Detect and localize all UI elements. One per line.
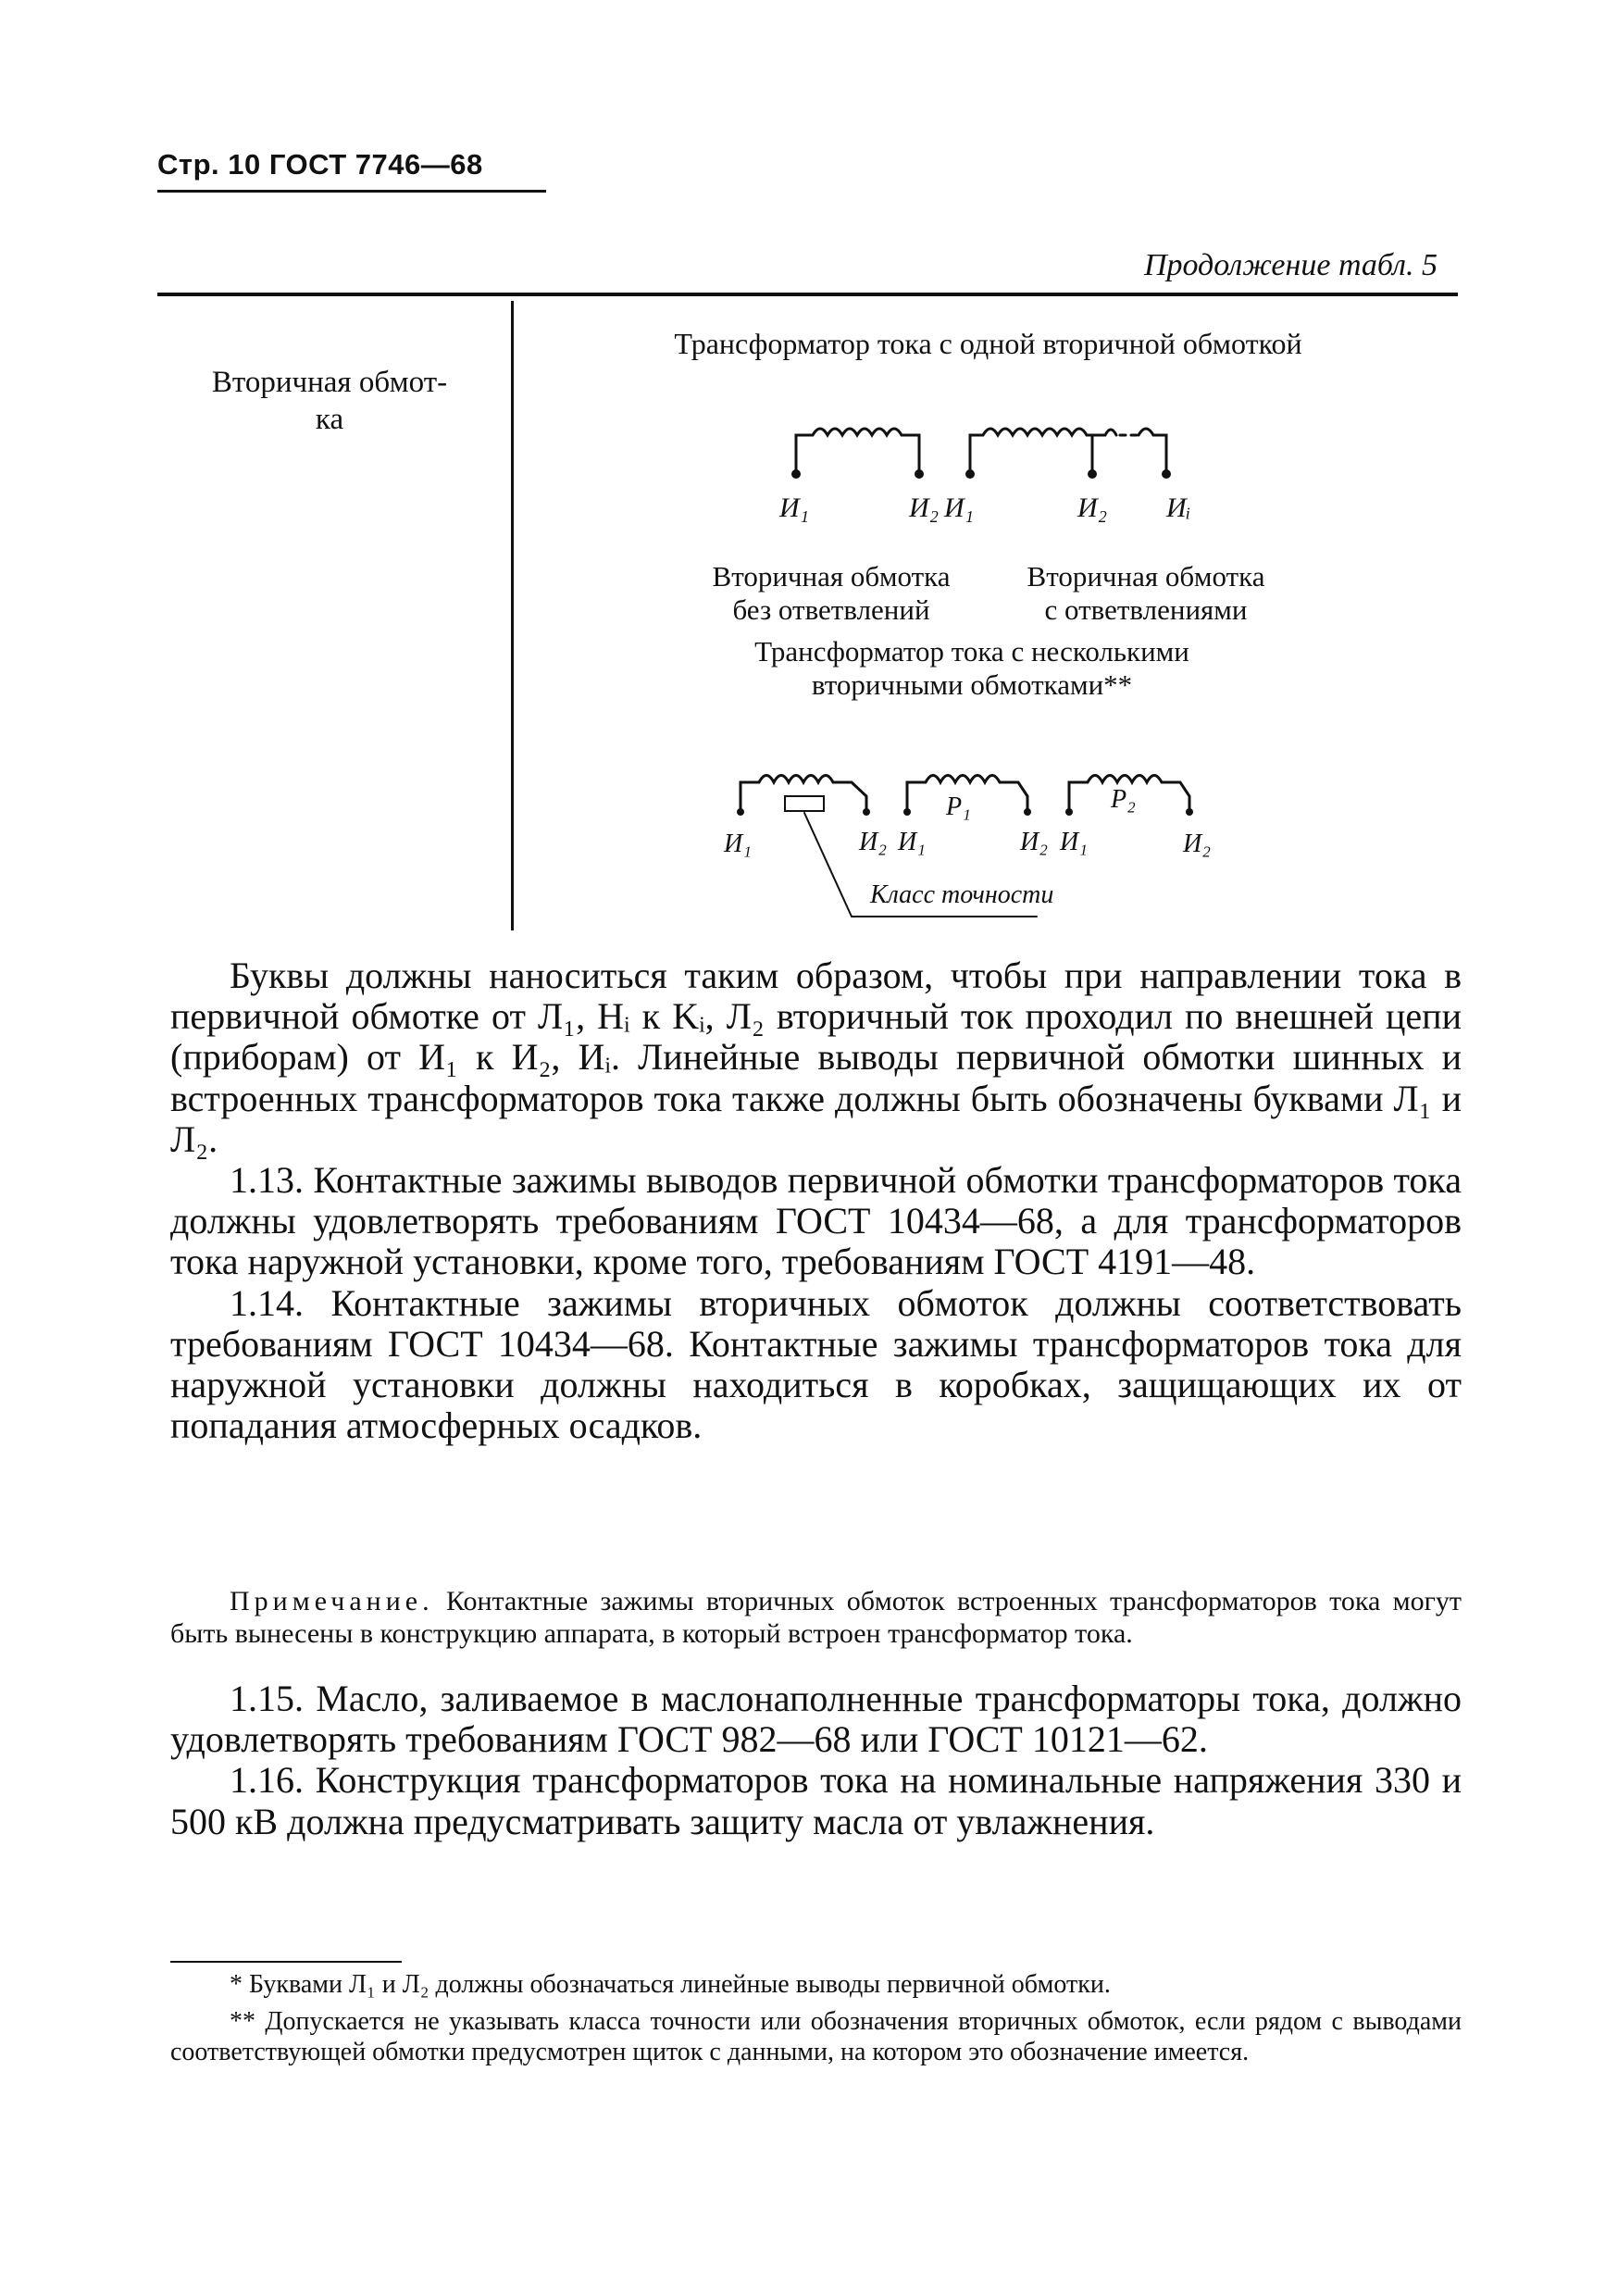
terminal-label: И₁ <box>1060 828 1088 856</box>
paragraph-1-15: 1.15. Масло, заливаемое в маслонаполненные трансформаторы тока, должно удовлетворять требованиям ГОСТ 982—68 или ГОСТ 10121—62. <box>170 1678 1462 1761</box>
coil-label: P₂ <box>1111 785 1136 814</box>
terminal-label: И₂ <box>1077 493 1108 523</box>
paragraph-letters: Буквы должны наноситься таким образом, чтобы при направлении тока в первичной обмотке от Л₁, Hᵢ к Kᵢ, Л₂ вторичный ток проходил по внешней цепи (приборам) от И₁ к И₂, Иᵢ. Линейные выводы первичной обмотки шинных и встроенных трансформаторов тока также должны быть обозначены буквами Л₁ и Л₂. <box>170 955 1462 1160</box>
coil-no-taps <box>796 429 919 472</box>
caption-no-taps: Вторичная обмотка без ответвлений <box>712 560 951 626</box>
terminal-label: И₁ <box>779 493 810 523</box>
single-winding-title: Трансформатор тока с одной вторичной обмоткой <box>674 327 1302 360</box>
terminal-label: И₁ <box>944 493 975 523</box>
footnote-2: ** Допускается не указывать класса точности или обозначения вторичных обмоток, если рядом с выводами соответствующей обмотки предусмотрен щиток с данными, на котором это обозначение имеется. <box>170 2007 1462 2066</box>
note <box>170 1585 1462 1650</box>
terminal-label: И₁ <box>898 828 926 856</box>
terminal-label: И₁ <box>724 830 752 858</box>
terminal-label: И₂ <box>909 493 940 523</box>
accuracy-class-box <box>785 796 824 811</box>
single-winding-diagram <box>731 407 1287 555</box>
page-header: Стр. 10 ГОСТ 7746—68 <box>157 148 483 181</box>
note-text: Контактные зажимы вторичных обмоток встроенных трансформаторов тока могут быть вынесены в конструкцию аппарата, в который встроен трансформатор тока. <box>170 1586 1462 1649</box>
table-column-divider <box>511 301 514 930</box>
paragraph-1-16: 1.16. Конструкция трансформаторов тока на номинальные напряжения 330 и 500 кВ должна предусматривать защиту масла от увлажнения. <box>170 1759 1462 1842</box>
table-continuation-label: Продолжение табл. 5 <box>1143 248 1438 282</box>
coil-label: P₁ <box>946 792 971 821</box>
coil-with-taps <box>970 429 1092 472</box>
table-top-rule <box>157 293 1458 296</box>
paragraph-1-13: 1.13. Контактные зажимы выводов первичной обмотки трансформаторов тока должны удовлетворять требованиям ГОСТ 10434—68, а для трансформаторов тока наружной установки, кроме того, требованиям ГОСТ 4191—48. <box>170 1159 1462 1283</box>
multi-winding-title: Трансформатор тока с несколькими вторичными обмотками** <box>754 635 1189 701</box>
paragraph-1-14: 1.14. Контактные зажимы вторичных обмоток должны соответствовать требованиям ГОСТ 10434—68. Контактные зажимы трансформаторов тока для наружной установки должны находиться в коробках, защищающих их от попадания атмосферных осадков. <box>170 1281 1462 1447</box>
body-text-continued <box>170 1678 1462 1842</box>
coil-1 <box>741 776 866 811</box>
terminal-label: И₂ <box>859 828 887 856</box>
caption-with-taps: Вторичная обмотка с ответвлениями <box>1027 560 1265 626</box>
multi-winding-diagram <box>703 741 1277 926</box>
terminal-label: И₂ <box>1183 830 1211 858</box>
footnote-rule <box>170 1961 402 1963</box>
terminal-label: Иᵢ <box>1166 493 1191 523</box>
terminal-label: И₂ <box>1020 828 1048 856</box>
accuracy-class-label: Класс точности <box>870 880 1054 909</box>
note-label: Примечание. <box>230 1586 434 1616</box>
body-text <box>170 955 1462 1446</box>
header-underline <box>157 190 546 193</box>
footnotes <box>170 1969 1462 2074</box>
table-row-label: Вторичная обмот- ка <box>211 366 448 436</box>
footnote-1: * Буквами Л₁ и Л₂ должны обозначаться линейные выводы первичной обмотки. <box>230 1970 1111 1999</box>
